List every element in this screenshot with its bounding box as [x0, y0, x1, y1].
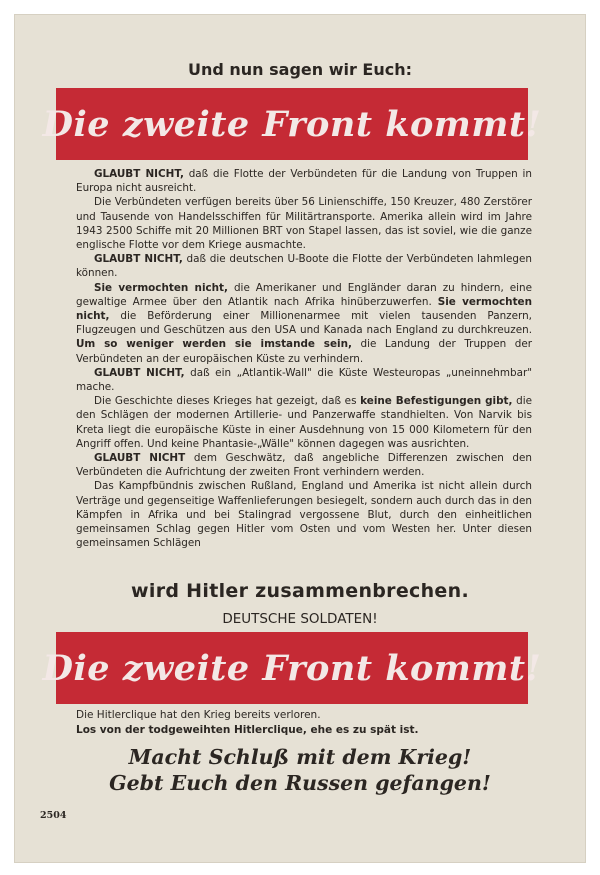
bottom-banner [42, 632, 542, 704]
closing-slogan [14, 744, 586, 796]
paragraph: Sie vermochten nicht, die Amerikaner und Engländer daran zu hindern, eine gewaltige Armee über den Atlantik nach Afrika hinüberzuwerfen. Sie vermochten nicht, die Beförderung einer Millionenarmee mit vielen tausenden Panzern, Flugzeugen und Geschützen aus den USA und Kanada nach England zu durchkreuzen. Um so weniger werden sie imstande sein, die Landung der Truppen der Verbündeten an der europäischen Küste zu verhindern. [76, 281, 532, 365]
hitler-collapse-line: wird Hitler zusammenbrechen. [131, 580, 469, 602]
leaflet-sheet [14, 14, 586, 863]
leaflet-heading: Und nun sagen wir Euch: [187, 60, 413, 79]
deutsche-soldaten-heading: DEUTSCHE SOLDATEN! [222, 611, 378, 627]
paragraph: GLAUBT NICHT, daß die Flotte der Verbündeten für die Landung von Truppen in Europa nicht ausreicht. [76, 168, 532, 195]
paragraph: GLAUBT NICHT dem Geschwätz, daß angebliche Differenzen zwischen den Verbündeten die Aufrichtung der zweiten Front verhindern werden. [76, 452, 532, 479]
appeal-line-1: Die Hitlerclique hat den Krieg bereits verloren. [76, 709, 321, 721]
top-banner [42, 88, 542, 160]
paragraph: Das Kampfbündnis zwischen Rußland, England und Amerika ist nicht allein durch Verträge und gegenseitige Waffenlieferungen besiegelt, sondern auch durch das in den Kämpfen in Afrika und bei Stalingrad vergossene Blut, durch den einheitlichen gemeinsamen Schlag gegen Hitler vom Osten und vom Westen her. Unter diesen gemeinsamen Schlägen [76, 480, 532, 550]
paragraph: GLAUBT NICHT, daß die deutschen U-Boote die Flotte der Verbündeten lahmlegen können. [76, 253, 532, 280]
banner-text: Die zweite Front kommt! [42, 647, 542, 689]
leaflet-number: 2504 [40, 810, 67, 821]
body-text [76, 167, 532, 550]
closing-line-1: Macht Schluß mit dem Krieg! [128, 745, 472, 769]
banner-text: Die zweite Front kommt! [42, 103, 542, 145]
appeal-line-2: Los von der todgeweihten Hitlerclique, ehe es zu spät ist. [76, 723, 419, 736]
paragraph: GLAUBT NICHT, daß ein „Atlantik-Wall" die Küste Westeuropas „uneinnehmbar" mache. [76, 366, 532, 394]
paragraph: Die Verbündeten verfügen bereits über 56 Linienschiffe, 150 Kreuzer, 480 Zerstörer und Tausende von Handelsschiffen für Militärtransporte. Amerika allein wird im Jahre 1943 2500 Schiffe mit 20 Millionen BRT von Stapel lassen, das ist soviel, wie die ganze englische Flotte vor dem Kriege ausmachte. [76, 196, 532, 252]
closing-line-2: Gebt Euch den Russen gefangen! [109, 771, 491, 795]
appeal-lines [76, 708, 536, 737]
paragraph: Die Geschichte dieses Krieges hat gezeigt, daß es keine Befestigungen gibt, die den Schlägen der modernen Artillerie- und Panzerwaffe standhielten. Von Narvik bis Kreta liegt die europäische Küste in einer Ausdehnung von 15 000 Kilometern für den Angriff offen. Und keine Phantasie-„Wälle" können dagegen was ausrichten. [76, 395, 532, 450]
